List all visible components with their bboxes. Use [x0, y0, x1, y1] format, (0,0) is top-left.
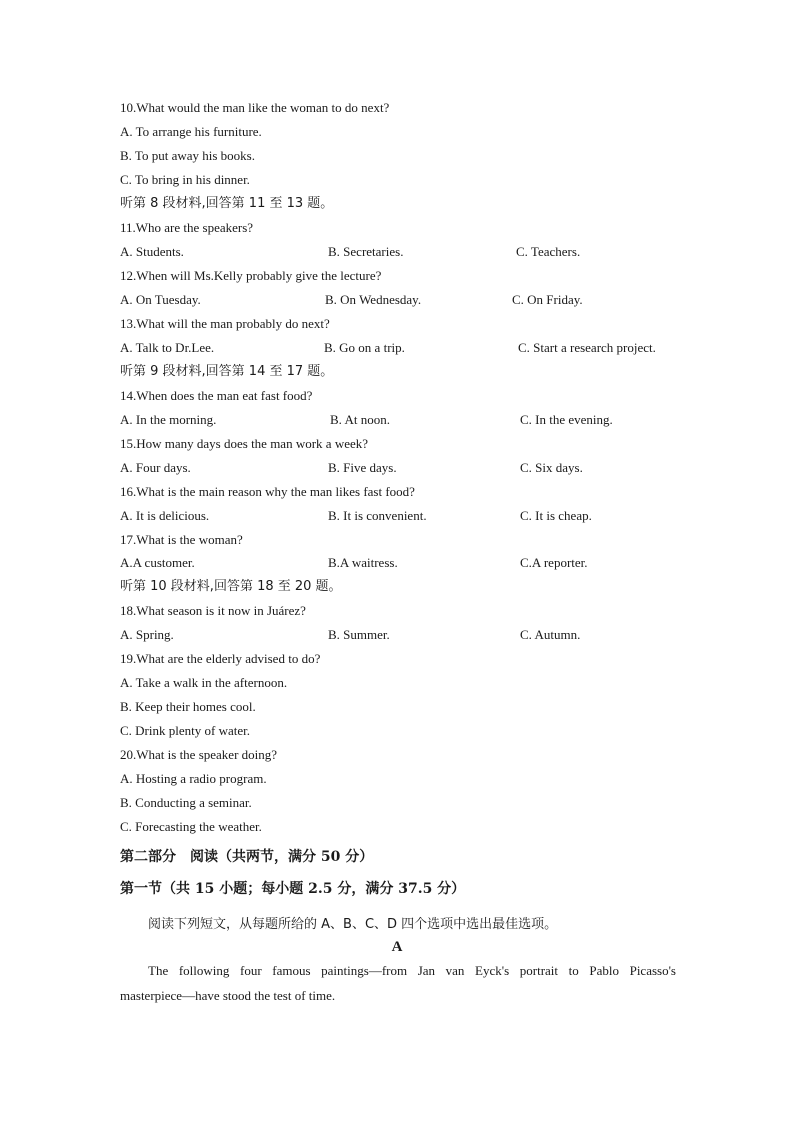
- question-18-stem: 18.What season is it now in Juárez?: [120, 603, 306, 618]
- question-14-option-b: B. At noon.: [330, 412, 390, 427]
- question-14-option-c: C. In the evening.: [520, 412, 613, 427]
- question-14-stem: 14.When does the man eat fast food?: [120, 388, 313, 403]
- reading-instruction: 阅读下列短文，从每题所给的 A、B、C、D 四个选项中选出最佳选项。: [148, 917, 558, 932]
- question-10-option-a: A. To arrange his furniture.: [120, 124, 262, 139]
- passage-letter: A: [391, 939, 403, 955]
- section-8-instruction: 听第 8 段材料,回答第 11 至 13 题。: [120, 196, 334, 211]
- question-17-option-a: A.A customer.: [120, 555, 195, 570]
- section-10-instruction: 听第 10 段材料,回答第 18 至 20 题。: [120, 579, 342, 594]
- question-17-option-b: B.A waitress.: [328, 555, 398, 570]
- passage-line-2: masterpiece—have stood the test of time.: [120, 988, 336, 1003]
- question-16-option-c: C. It is cheap.: [520, 508, 592, 523]
- question-13-option-b: B. Go on a trip.: [324, 340, 405, 355]
- question-17-option-c: C.A reporter.: [520, 555, 588, 570]
- question-13-option-c: C. Start a research project.: [518, 340, 656, 355]
- question-14-option-a: A. In the morning.: [120, 412, 217, 427]
- question-11-option-c: C. Teachers.: [516, 244, 581, 259]
- question-19-option-c: C. Drink plenty of water.: [120, 723, 250, 738]
- part2-heading: 第二部分 阅读（共两节，满分 50 分）: [120, 849, 374, 865]
- question-12-option-a: A. On Tuesday.: [120, 292, 201, 307]
- question-10-stem: 10.What would the man like the woman to do next?: [120, 100, 390, 115]
- question-20-option-c: C. Forecasting the weather.: [120, 819, 262, 834]
- question-12-stem: 12.When will Ms.Kelly probably give the lecture?: [120, 268, 382, 283]
- question-20-option-a: A. Hosting a radio program.: [120, 771, 267, 786]
- part2-section1-heading: 第一节（共 15 小题；每小题 2.5 分，满分 37.5 分）: [120, 881, 466, 897]
- question-13-option-a: A. Talk to Dr.Lee.: [120, 340, 215, 355]
- question-16-option-b: B. It is convenient.: [328, 508, 427, 523]
- question-10-option-c: C. To bring in his dinner.: [120, 172, 250, 187]
- question-16-stem: 16.What is the main reason why the man likes fast food?: [120, 484, 415, 499]
- section-9-instruction: 听第 9 段材料,回答第 14 至 17 题。: [120, 364, 334, 379]
- question-11-option-a: A. Students.: [120, 244, 184, 259]
- question-18-option-a: A. Spring.: [120, 627, 174, 642]
- question-17-stem: 17.What is the woman?: [120, 532, 243, 547]
- question-16-option-a: A. It is delicious.: [120, 508, 210, 523]
- question-15-option-b: B. Five days.: [328, 460, 397, 475]
- question-11-stem: 11.Who are the speakers?: [120, 220, 254, 235]
- question-20-stem: 20.What is the speaker doing?: [120, 747, 278, 762]
- question-20-option-b: B. Conducting a seminar.: [120, 795, 252, 810]
- question-13-stem: 13.What will the man probably do next?: [120, 316, 330, 331]
- question-15-option-c: C. Six days.: [520, 460, 583, 475]
- question-19-option-a: A. Take a walk in the afternoon.: [120, 675, 288, 690]
- question-19-option-b: B. Keep their homes cool.: [120, 699, 256, 714]
- question-11-option-b: B. Secretaries.: [328, 244, 404, 259]
- question-15-stem: 15.How many days does the man work a week?: [120, 436, 369, 451]
- question-12-option-c: C. On Friday.: [512, 292, 583, 307]
- question-18-option-c: C. Autumn.: [520, 627, 581, 642]
- question-10-option-b: B. To put away his books.: [120, 148, 255, 163]
- question-19-stem: 19.What are the elderly advised to do?: [120, 651, 321, 666]
- passage-line-1: The following four famous paintings—from Jan van Eyck's portrait to Pablo Picasso's: [148, 963, 676, 978]
- question-12-option-b: B. On Wednesday.: [325, 292, 422, 307]
- question-18-option-b: B. Summer.: [328, 627, 390, 642]
- question-15-option-a: A. Four days.: [120, 460, 191, 475]
